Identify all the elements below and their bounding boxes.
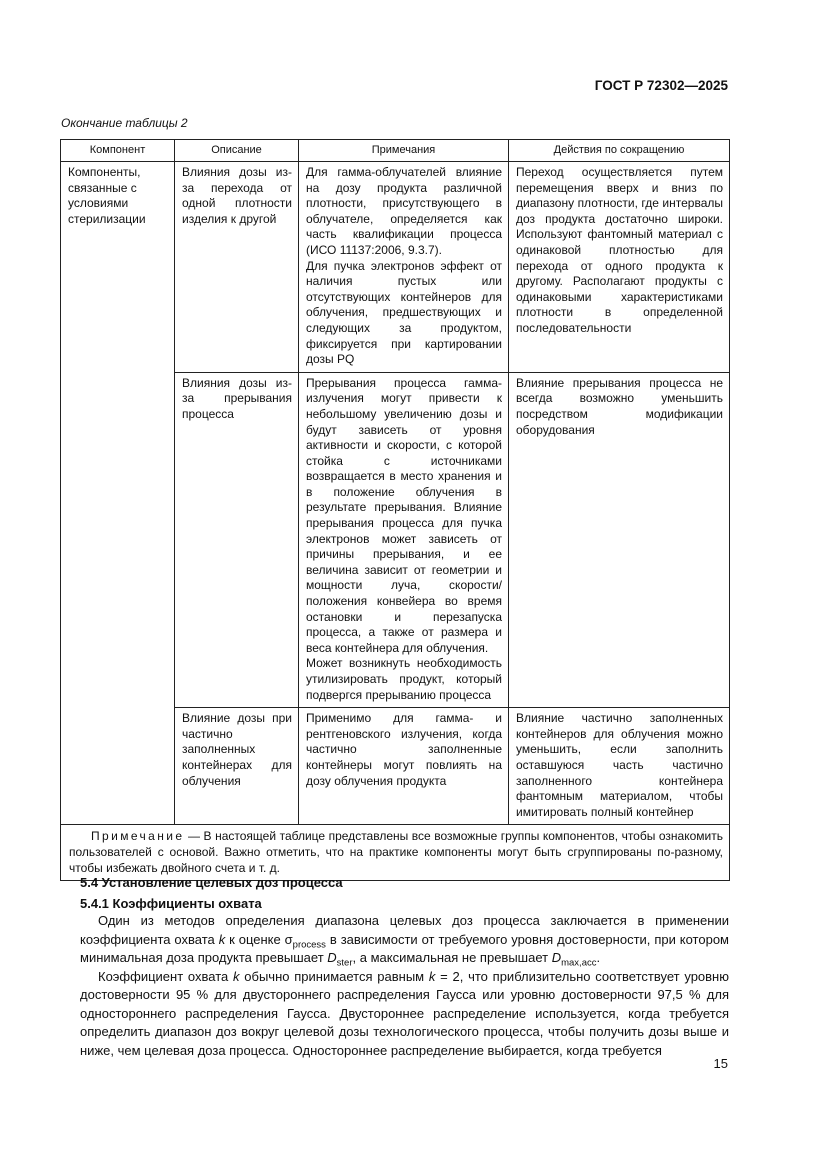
note-paragraph: Для гамма-облучателей влияние на дозу продукта различной плотности, присутствующего в облучателе, определяется как часть квалификации процесса (ИСО 11137:2006, 9.3.7). [306, 165, 502, 257]
note-prefix: Примечание [91, 829, 185, 844]
description-cell: Влияния дозы из-за перехода от одной плотности изделия к другой [175, 162, 299, 373]
components-table [60, 139, 730, 881]
body-text [80, 912, 729, 1060]
column-header: Описание [175, 140, 299, 162]
subsection-heading: 5.4.1 Коэффициенты охвата [80, 896, 262, 911]
table-note [61, 825, 730, 881]
actions-cell: Влияние частично заполненных контейнеров для облучения можно уменьшить, если заполнить оставшуюся часть частично заполненного контейнера фантомным материалом, чтобы имитировать полный контейнер [509, 708, 730, 825]
paragraph: Один из методов определения диапазона целевых доз процесса заключается в применении коэффициента охвата k к оценке $\sigma_{process}$ в зависимости от требуемого уровня достоверности, при котором минимальная доза продукта превышает $D_{ster}$, а максимальная не превышает $D_{max,acc}$. [80, 913, 729, 969]
component-cell: Компоненты, связанные с условиями стерилизации [61, 162, 175, 825]
document-code: ГОСТ Р 72302—2025 [594, 78, 728, 93]
notes-cell [299, 162, 509, 373]
notes-cell [299, 708, 509, 825]
note-paragraph: Может возникнуть необходимость утилизировать продукт, который подвергся прерыванию процесса [306, 656, 502, 702]
note-text: — В настоящей таблице представлены все возможные группы компонентов, чтобы ознакомить пользователей с основой. Важно отметить, что на практике компоненты могут быть сгруппированы по-разному, чтобы избежать двойного счета и т. д. [69, 829, 723, 875]
table-header-row [61, 140, 730, 162]
description-cell: Влияния дозы из-за прерывания процесса [175, 372, 299, 707]
table-note-row [61, 825, 730, 881]
actions-cell: Переход осуществляется путем перемещения вверх и вниз по диапазону плотности, где интервалы доз продукта достаточно широки. Используют фантомный материал с одинаковой плотностью для перехода от одного продукта к другому. Располагают продукты с одинаковыми характеристиками плотности в определенной последовательности [509, 162, 730, 373]
notes-cell [299, 372, 509, 707]
table-caption: Окончание таблицы 2 [61, 116, 188, 130]
note-paragraph: Применимо для гамма- и рентгеновского излучения, когда частично заполненные контейнеры могут повлиять на дозу облучения продукта [306, 711, 502, 788]
page-number: 15 [713, 1056, 728, 1071]
note-paragraph: Прерывания процесса гамма-излучения могут привести к небольшому увеличению дозы и будут зависеть от уровня активности и скорости, с которой стойка с источниками возвращается в место хранения и в положение облучения в результате прерывания. Влияние прерывания процесса для пучка электронов может зависеть от причины прерывания, и ее величина зависит от геометрии и мощности луча, скорости/положения конвейера во время остановки и перезапуска процесса, а также от размера и веса контейнера для облучения. [306, 375, 502, 655]
actions-cell: Влияние прерывания процесса не всегда возможно уменьшить посредством модификации оборудования [509, 372, 730, 707]
column-header: Примечания [299, 140, 509, 162]
description-cell: Влияние дозы при частично заполненных контейнерах для облучения [175, 708, 299, 825]
table-row [61, 162, 730, 373]
section-heading: 5.4 Установление целевых доз процесса [80, 875, 343, 890]
paragraph: Коэффициент охвата k обычно принимается равным k = 2, что приблизительно соответствует уровню достоверности 95 % для двустороннего распределения Гаусса или уровню достоверности 97,5 % для одностороннего распределения Гаусса. Двустороннее распределение используется, когда требуется определить диапазон доз вокруг целевой дозы технологического процесса, чтобы получить дозы выше и ниже, чем целевая доза процесса. Одностороннее распределение выбирается, когда требуется [80, 968, 729, 1058]
note-paragraph: Для пучка электронов эффект от наличия пустых или отсутствующих контейнеров для облучения, предшествующих и следующих за продуктом, фиксируется при картировании дозы PQ [306, 258, 502, 367]
column-header: Компонент [61, 140, 175, 162]
column-header: Действия по сокращению [509, 140, 730, 162]
